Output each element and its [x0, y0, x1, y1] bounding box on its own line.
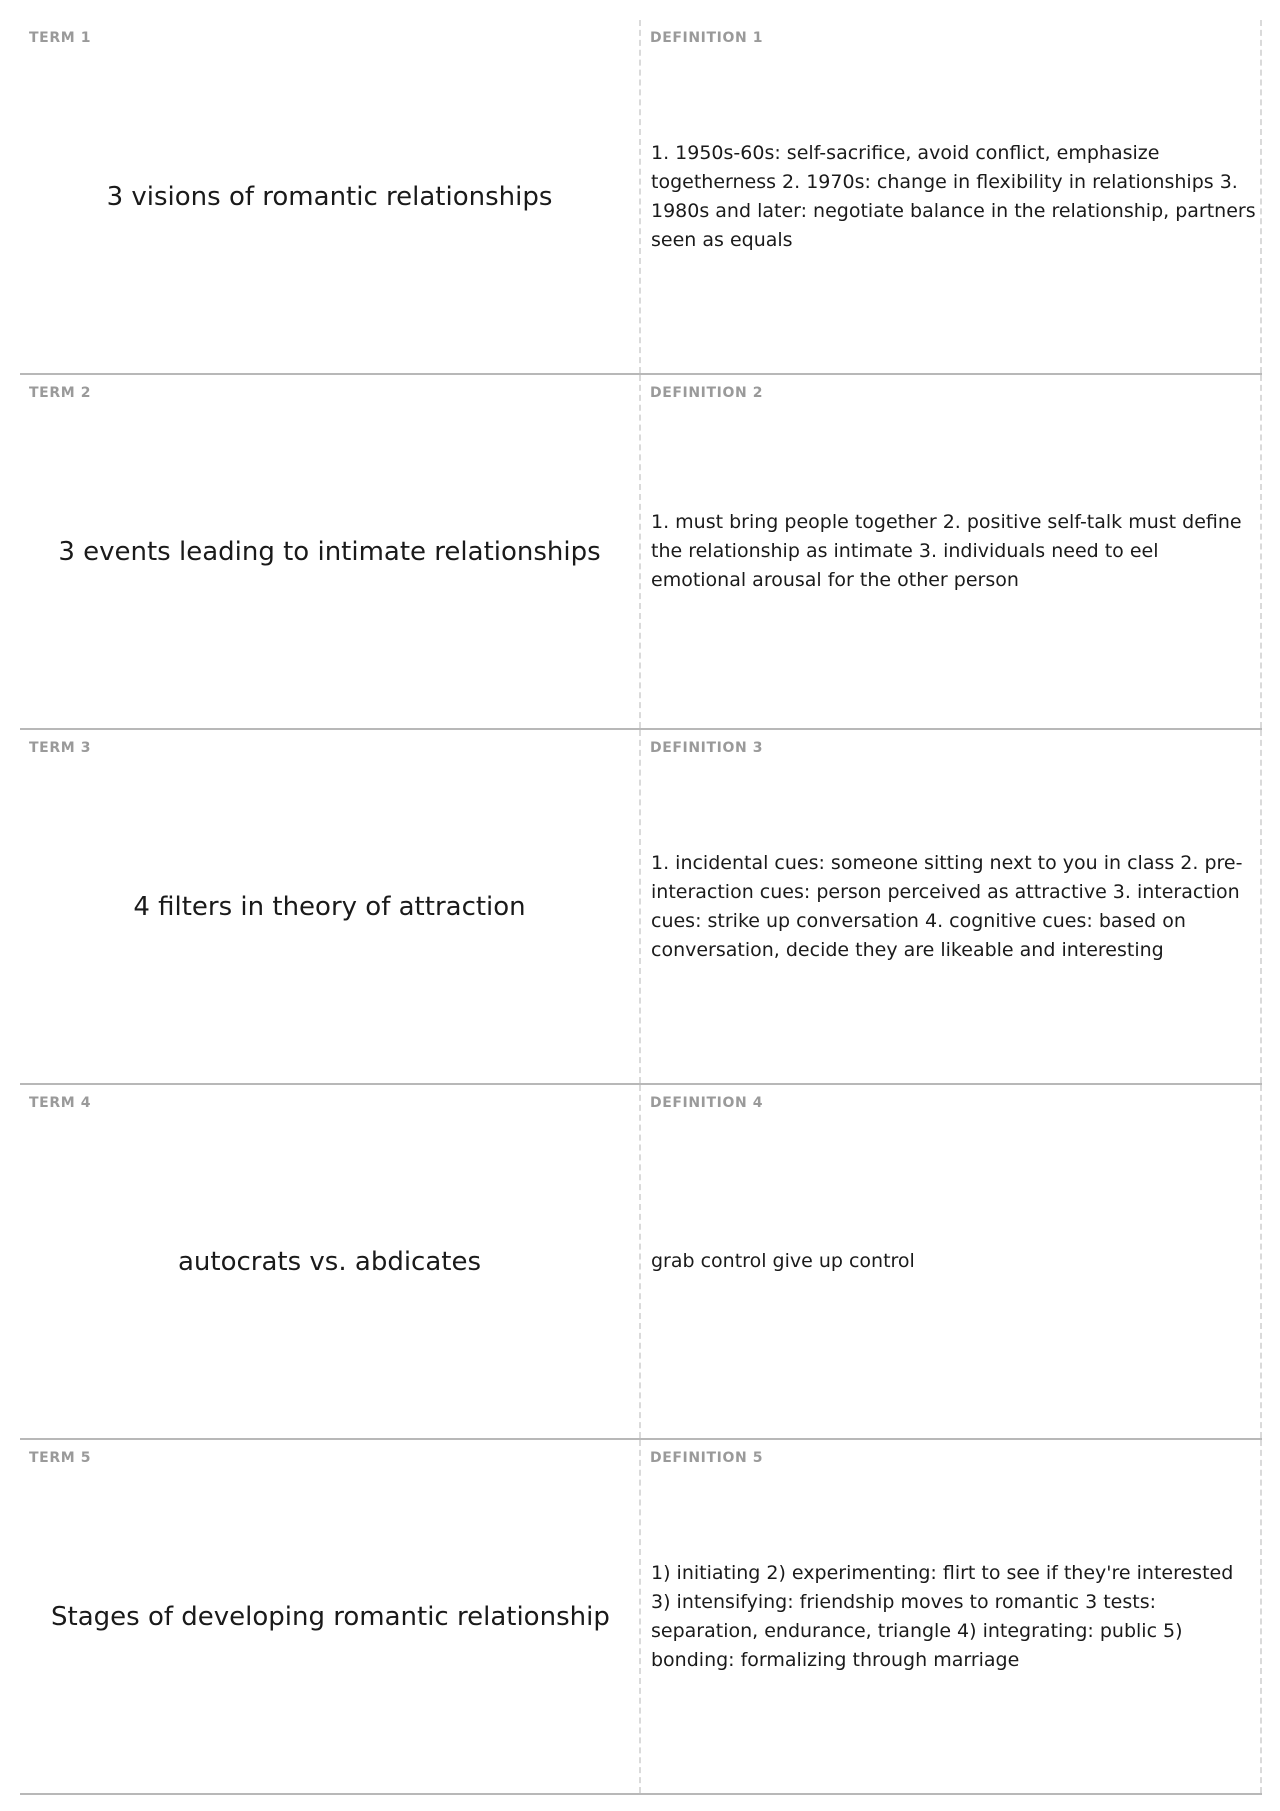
term-text-2: 3 events leading to intimate relationships	[58, 536, 601, 567]
term-cell-5	[20, 1440, 641, 1793]
term-cell-1	[20, 20, 641, 373]
term-text-3: 4 filters in theory of attraction	[133, 891, 526, 922]
term-label-4: TERM 4	[29, 1095, 92, 1111]
definition-cell-1	[641, 20, 1262, 373]
term-text-4: autocrats vs. abdicates	[177, 1246, 482, 1277]
term-label-1: TERM 1	[29, 30, 92, 46]
definition-label-3: DEFINITION 3	[650, 740, 764, 756]
definition-text-1	[651, 20, 1256, 373]
definition-body-3: 1. incidental cues: someone sitting next to you in class 2. pre-interaction cues: person perceived as attractive 3. interaction cues: strike up conversation 4. cognitive cues: based on conversation, decide they are likeable and interesting	[651, 851, 1243, 961]
definition-label-1: DEFINITION 1	[650, 30, 764, 46]
definition-text-5	[651, 1440, 1256, 1793]
term-cell-4	[20, 1085, 641, 1438]
definition-cell-3	[641, 730, 1262, 1083]
definition-label-2: DEFINITION 2	[650, 385, 764, 401]
card-row-3	[20, 730, 1262, 1085]
definition-cell-4	[641, 1085, 1262, 1438]
definition-text-3	[651, 730, 1256, 1083]
term-label-2: TERM 2	[29, 385, 92, 401]
definition-text-2	[651, 375, 1256, 728]
term-cell-2	[20, 375, 641, 728]
card-row-5	[20, 1440, 1262, 1795]
term-cell-3	[20, 730, 641, 1083]
term-text-1: 3 visions of romantic relationships	[106, 181, 553, 212]
term-label-3: TERM 3	[29, 740, 92, 756]
definition-body-1: 1. 1950s-60s: self-sacrifice, avoid conflict, emphasize togetherness 2. 1970s: change in flexibility in relationships 3. 1980s and later: negotiate balance in the relationship, partners seen as equals	[651, 141, 1256, 251]
card-row-1	[20, 20, 1262, 375]
definition-label-5: DEFINITION 5	[650, 1450, 764, 1466]
flashcard-sheet	[20, 20, 1262, 1795]
card-row-2	[20, 375, 1262, 730]
definition-body-5: 1) initiating 2) experimenting: flirt to see if they're interested 3) intensifying: friendship moves to romantic 3 tests: separation, endurance, triangle 4) integrating: public 5) bonding: formalizing through marriage	[651, 1561, 1234, 1671]
definition-text-4	[651, 1085, 1256, 1438]
definition-body-4: grab control give up control	[651, 1250, 915, 1272]
term-text-5: Stages of developing romantic relationship	[51, 1601, 610, 1632]
term-label-5: TERM 5	[29, 1450, 92, 1466]
card-row-4	[20, 1085, 1262, 1440]
definition-cell-5	[641, 1440, 1262, 1793]
definition-cell-2	[641, 375, 1262, 728]
definition-body-2: 1. must bring people together 2. positive self-talk must define the relationship as intimate 3. individuals need to eel emotional arousal for the other person	[651, 511, 1242, 591]
definition-label-4: DEFINITION 4	[650, 1095, 764, 1111]
